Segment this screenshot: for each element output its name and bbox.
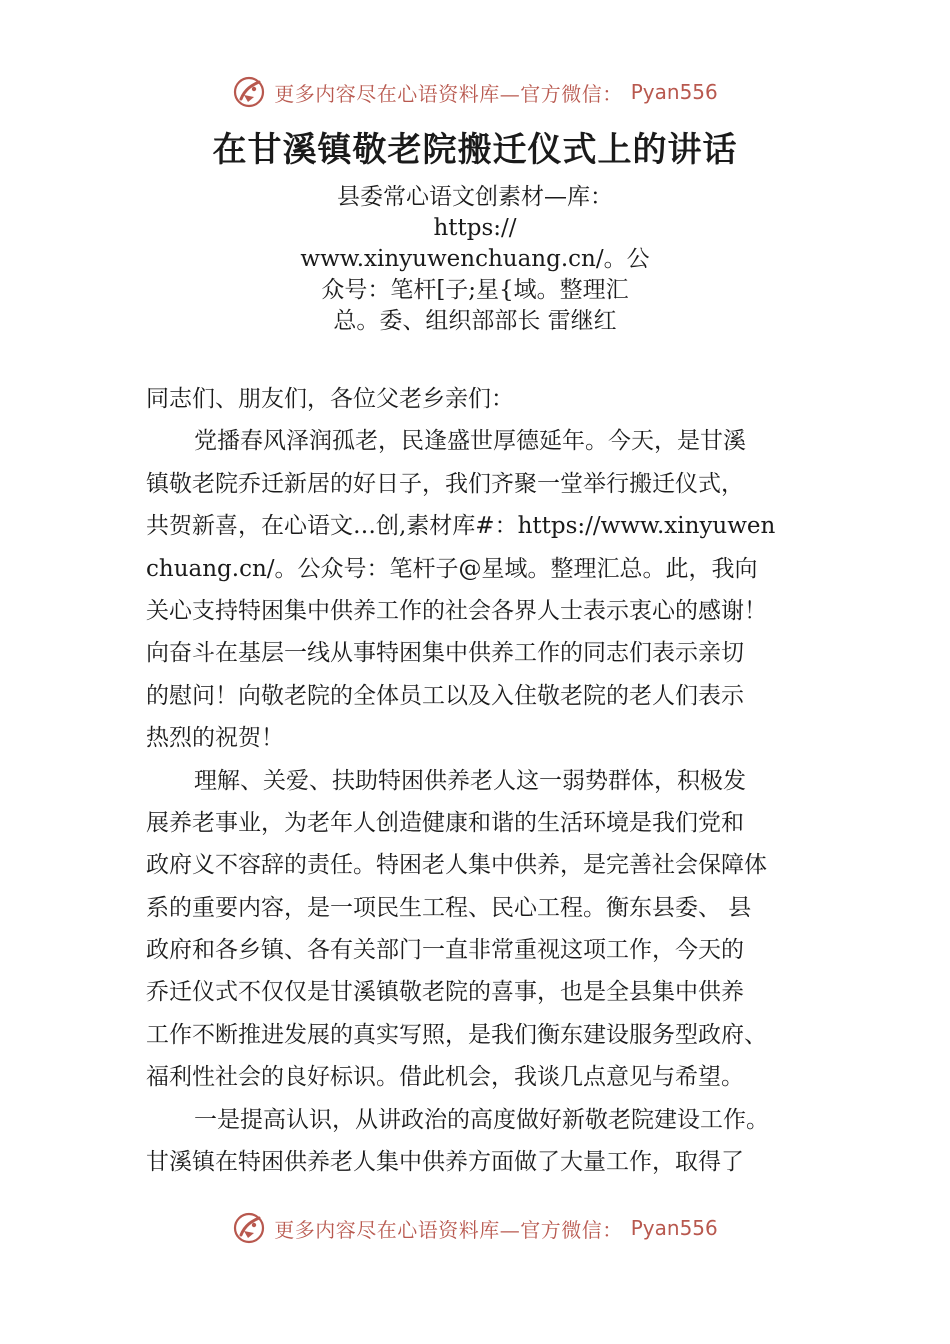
footer-watermark (0, 1208, 950, 1248)
document-subtitle (295, 182, 655, 337)
body-line: 理解、关爱、扶助特困供养老人这一弱势群体，积极发 (194, 767, 746, 794)
watermark-handle: Pyan556 (630, 1216, 718, 1240)
subtitle-line: https:// (433, 215, 517, 241)
body-line: 乔迁仪式不仅仅是甘溪镇敬老院的喜事，也是全县集中供养 (146, 979, 744, 1006)
watermark-handle: Pyan556 (630, 80, 718, 104)
body-line: 政府义不容辞的责任。特困老人集中供养，是完善社会保障体 (146, 852, 767, 879)
body-line: chuang.cn/。公众号：笔杆子@星域。整理汇总。此，我向 (146, 555, 758, 582)
subtitle-line: 县委常心语文创素材—库： (337, 184, 613, 210)
body-line: 党播春风泽润孤老，民逢盛世厚德延年。今天，是甘溪 (194, 428, 746, 455)
body-line: 向奋斗在基层一线从事特困集中供养工作的同志们表示亲切 (146, 640, 744, 667)
watermark-text: 更多内容尽在心语资料库—官方微信： (274, 1217, 623, 1242)
header-watermark (0, 72, 950, 112)
brush-seal-icon (232, 1211, 266, 1245)
body-line: 甘溪镇在特困供养老人集中供养方面做了大量工作，取得了 (146, 1149, 744, 1176)
body-line: 政府和各乡镇、各有关部门一直非常重视这项工作，今天的 (146, 937, 744, 964)
body-line: 共贺新喜，在心语文…创,素材库#：https://www.xinyuwen (146, 513, 776, 540)
brush-seal-icon (232, 75, 266, 109)
subtitle-line: 众号：笔杆[子;星{域。整理汇 (321, 277, 629, 303)
body-line: 关心支持特困集中供养工作的社会各界人士表示衷心的感谢！ (146, 597, 767, 624)
body-line: 同志们、朋友们，各位父老乡亲们： (146, 386, 514, 412)
body-line: 的慰问！向敬老院的全体员工以及入住敬老院的老人们表示 (146, 682, 744, 709)
body-line: 一是提高认识，从讲政治的高度做好新敬老院建设工作。 (194, 1106, 769, 1133)
subtitle-line: 总。委、组织部部长 雷继红 (333, 308, 617, 334)
body-line: 福利性社会的良好标识。借此机会，我谈几点意见与希望。 (146, 1064, 744, 1091)
document-title: 在甘溪镇敬老院搬迁仪式上的讲话 (212, 130, 738, 170)
watermark-text: 更多内容尽在心语资料库—官方微信： (274, 81, 623, 106)
document-body (146, 378, 816, 1183)
body-line: 系的重要内容，是一项民生工程、民心工程。衡东县委、 县 (146, 894, 752, 921)
body-line: 展养老事业，为老年人创造健康和谐的生活环境是我们党和 (146, 809, 744, 836)
body-line: 镇敬老院乔迁新居的好日子，我们齐聚一堂举行搬迁仪式， (146, 470, 744, 497)
body-line: 工作不断推进发展的真实写照，是我们衡东建设服务型政府、 (146, 1021, 767, 1048)
subtitle-line: www.xinyuwenchuang.cn/。公 (300, 246, 650, 272)
body-line: 热烈的祝贺！ (146, 725, 284, 752)
